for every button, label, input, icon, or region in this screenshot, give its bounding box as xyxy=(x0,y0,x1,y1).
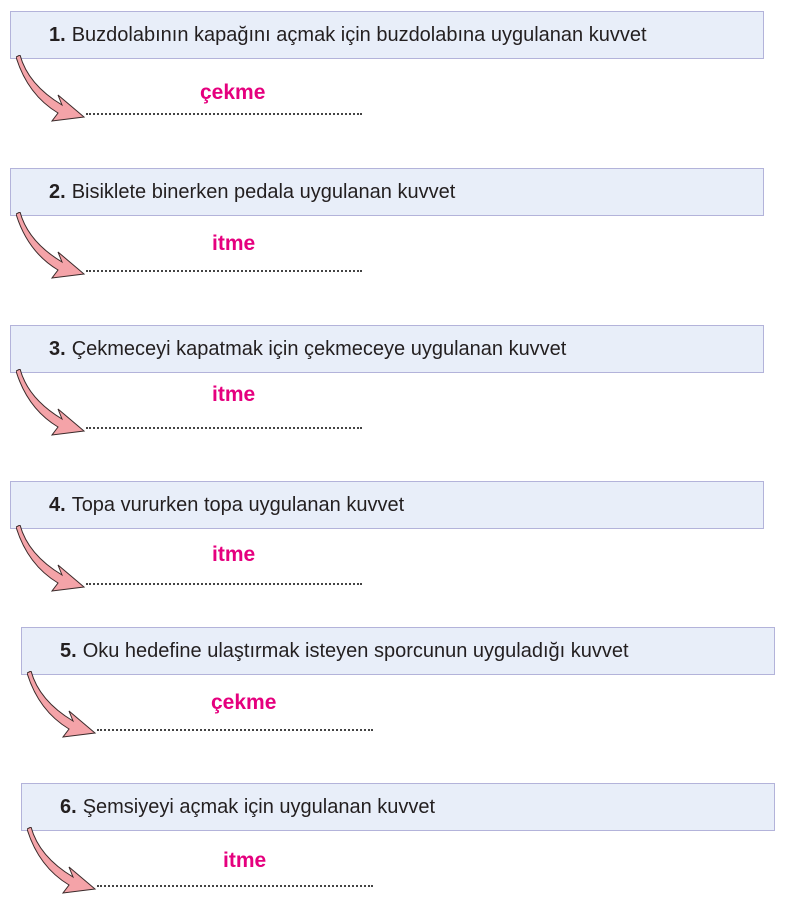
answer-text: itme xyxy=(212,543,256,566)
question-item-1 xyxy=(0,11,788,151)
question-number: 4. xyxy=(49,493,66,516)
question-number: 3. xyxy=(49,337,66,360)
curved-arrow-icon xyxy=(16,55,96,127)
question-item-2 xyxy=(0,168,788,308)
curved-arrow-icon xyxy=(16,525,96,597)
question-text: Çekmeceyi kapatmak için çekmeceye uygulanan kuvvet xyxy=(71,337,567,360)
question-text: Buzdolabının kapağını açmak için buzdolabına uygulanan kuvvet xyxy=(71,23,647,46)
question-number: 1. xyxy=(49,23,66,46)
question-item-6 xyxy=(0,783,788,923)
answer-text: itme xyxy=(212,383,256,406)
question-box xyxy=(10,168,764,216)
question-text: Bisiklete binerken pedala uygulanan kuvvet xyxy=(71,180,456,203)
question-box xyxy=(21,783,775,831)
question-text: Oku hedefine ulaştırmak isteyen sporcunun uyguladığı kuvvet xyxy=(82,639,629,662)
question-number: 2. xyxy=(49,180,66,203)
answer-line xyxy=(86,425,362,429)
question-box xyxy=(10,325,764,373)
answer-text: itme xyxy=(223,849,267,872)
question-number: 6. xyxy=(60,795,77,818)
answer-text: itme xyxy=(212,232,256,255)
answer-line xyxy=(86,581,362,585)
answer-text: çekme xyxy=(211,691,277,714)
curved-arrow-icon xyxy=(27,827,107,899)
question-text: Şemsiyeyi açmak için uygulanan kuvvet xyxy=(82,795,436,818)
answer-text: çekme xyxy=(200,81,266,104)
question-item-5 xyxy=(0,627,788,767)
curved-arrow-icon xyxy=(16,212,96,284)
question-box xyxy=(10,11,764,59)
answer-line xyxy=(97,883,373,887)
question-box xyxy=(21,627,775,675)
answer-line xyxy=(97,727,373,731)
curved-arrow-icon xyxy=(27,671,107,743)
answer-line xyxy=(86,268,362,272)
curved-arrow-icon xyxy=(16,369,96,441)
question-item-3 xyxy=(0,325,788,465)
question-number: 5. xyxy=(60,639,77,662)
question-item-4 xyxy=(0,481,788,621)
question-text: Topa vururken topa uygulanan kuvvet xyxy=(71,493,405,516)
question-box xyxy=(10,481,764,529)
answer-line xyxy=(86,111,362,115)
